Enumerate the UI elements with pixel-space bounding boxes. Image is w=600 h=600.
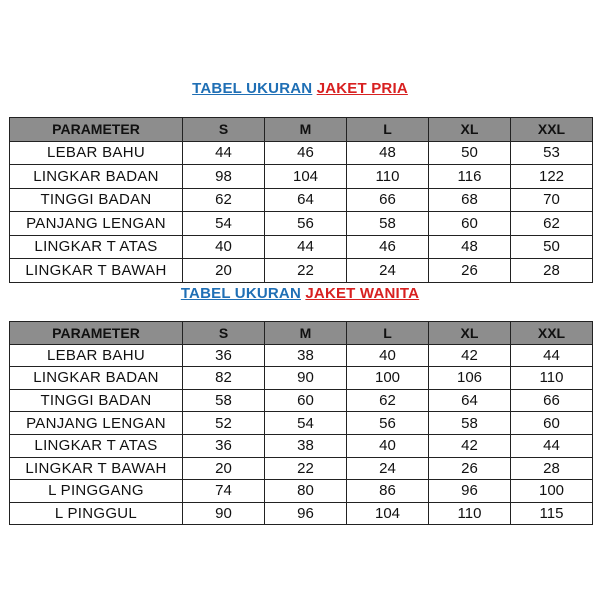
size-value-cell: 50 bbox=[429, 141, 511, 165]
size-value-cell: 62 bbox=[347, 389, 429, 412]
size-value-cell: 122 bbox=[511, 165, 593, 189]
table-row bbox=[10, 457, 593, 480]
size-value-cell: 46 bbox=[265, 141, 347, 165]
size-value-cell: 100 bbox=[347, 367, 429, 390]
size-value-cell: 62 bbox=[511, 212, 593, 236]
parameter-cell: L PINGGANG bbox=[10, 480, 183, 503]
size-value-cell: 96 bbox=[265, 502, 347, 525]
size-value-cell: 66 bbox=[511, 389, 593, 412]
size-value-cell: 96 bbox=[429, 480, 511, 503]
parameter-cell: LEBAR BAHU bbox=[10, 141, 183, 165]
size-value-cell: 60 bbox=[511, 412, 593, 435]
size-value-cell: 58 bbox=[429, 412, 511, 435]
header-size-s: S bbox=[183, 118, 265, 142]
size-value-cell: 100 bbox=[511, 480, 593, 503]
size-value-cell: 52 bbox=[183, 412, 265, 435]
size-value-cell: 80 bbox=[265, 480, 347, 503]
size-value-cell: 116 bbox=[429, 165, 511, 189]
size-value-cell: 42 bbox=[429, 434, 511, 457]
size-value-cell: 50 bbox=[511, 235, 593, 259]
parameter-cell: PANJANG LENGAN bbox=[10, 412, 183, 435]
size-value-cell: 53 bbox=[511, 141, 593, 165]
pria-title-prefix: TABEL UKURAN bbox=[192, 80, 313, 97]
size-value-cell: 28 bbox=[511, 457, 593, 480]
size-value-cell: 36 bbox=[183, 344, 265, 367]
parameter-cell: TINGGI BADAN bbox=[10, 188, 183, 212]
size-value-cell: 104 bbox=[265, 165, 347, 189]
table-row bbox=[10, 367, 593, 390]
size-value-cell: 28 bbox=[511, 259, 593, 283]
size-value-cell: 44 bbox=[511, 434, 593, 457]
table-row bbox=[10, 188, 593, 212]
size-value-cell: 20 bbox=[183, 259, 265, 283]
table-row bbox=[10, 389, 593, 412]
size-value-cell: 104 bbox=[347, 502, 429, 525]
parameter-cell: L PINGGUL bbox=[10, 502, 183, 525]
size-value-cell: 40 bbox=[183, 235, 265, 259]
table-row bbox=[10, 235, 593, 259]
size-value-cell: 98 bbox=[183, 165, 265, 189]
size-value-cell: 115 bbox=[511, 502, 593, 525]
table-header-row bbox=[10, 118, 593, 142]
header-size-m: M bbox=[265, 118, 347, 142]
header-size-xxl: XXL bbox=[511, 118, 593, 142]
size-value-cell: 86 bbox=[347, 480, 429, 503]
wanita-table-title bbox=[0, 285, 600, 302]
size-value-cell: 70 bbox=[511, 188, 593, 212]
table-row bbox=[10, 502, 593, 525]
parameter-cell: LINGKAR BADAN bbox=[10, 367, 183, 390]
size-value-cell: 68 bbox=[429, 188, 511, 212]
size-value-cell: 66 bbox=[347, 188, 429, 212]
table-row bbox=[10, 212, 593, 236]
parameter-cell: LINGKAR T BAWAH bbox=[10, 457, 183, 480]
table-row bbox=[10, 165, 593, 189]
size-value-cell: 64 bbox=[265, 188, 347, 212]
size-value-cell: 58 bbox=[183, 389, 265, 412]
table-row bbox=[10, 259, 593, 283]
header-parameter: PARAMETER bbox=[10, 322, 183, 345]
wanita-title-prefix: TABEL UKURAN bbox=[180, 285, 301, 302]
size-value-cell: 44 bbox=[511, 344, 593, 367]
size-value-cell: 110 bbox=[429, 502, 511, 525]
table-row bbox=[10, 344, 593, 367]
size-value-cell: 54 bbox=[183, 212, 265, 236]
size-value-cell: 82 bbox=[183, 367, 265, 390]
size-value-cell: 60 bbox=[429, 212, 511, 236]
size-value-cell: 46 bbox=[347, 235, 429, 259]
size-value-cell: 90 bbox=[265, 367, 347, 390]
size-value-cell: 24 bbox=[347, 457, 429, 480]
size-value-cell: 110 bbox=[511, 367, 593, 390]
size-value-cell: 22 bbox=[265, 457, 347, 480]
table-header-row bbox=[10, 322, 593, 345]
table-row bbox=[10, 141, 593, 165]
size-value-cell: 40 bbox=[347, 434, 429, 457]
size-value-cell: 58 bbox=[347, 212, 429, 236]
header-size-l: L bbox=[347, 118, 429, 142]
parameter-cell: TINGGI BADAN bbox=[10, 389, 183, 412]
size-value-cell: 24 bbox=[347, 259, 429, 283]
size-value-cell: 54 bbox=[265, 412, 347, 435]
parameter-cell: LINGKAR BADAN bbox=[10, 165, 183, 189]
size-value-cell: 38 bbox=[265, 344, 347, 367]
wanita-title-name: JAKET WANITA bbox=[305, 285, 420, 302]
pria-table-title bbox=[0, 80, 600, 97]
pria-title-name: JAKET PRIA bbox=[316, 80, 408, 97]
header-parameter: PARAMETER bbox=[10, 118, 183, 142]
size-value-cell: 90 bbox=[183, 502, 265, 525]
size-value-cell: 20 bbox=[183, 457, 265, 480]
parameter-cell: LINGKAR T ATAS bbox=[10, 235, 183, 259]
wanita-size-table bbox=[9, 321, 593, 525]
parameter-cell: PANJANG LENGAN bbox=[10, 212, 183, 236]
table-row bbox=[10, 412, 593, 435]
size-value-cell: 38 bbox=[265, 434, 347, 457]
size-value-cell: 64 bbox=[429, 389, 511, 412]
size-value-cell: 48 bbox=[347, 141, 429, 165]
header-size-s: S bbox=[183, 322, 265, 345]
size-value-cell: 106 bbox=[429, 367, 511, 390]
size-value-cell: 44 bbox=[183, 141, 265, 165]
size-value-cell: 40 bbox=[347, 344, 429, 367]
header-size-xl: XL bbox=[429, 118, 511, 142]
size-value-cell: 36 bbox=[183, 434, 265, 457]
size-value-cell: 48 bbox=[429, 235, 511, 259]
size-value-cell: 26 bbox=[429, 457, 511, 480]
size-value-cell: 56 bbox=[347, 412, 429, 435]
size-value-cell: 74 bbox=[183, 480, 265, 503]
header-size-xxl: XXL bbox=[511, 322, 593, 345]
pria-size-table bbox=[9, 117, 593, 283]
size-value-cell: 62 bbox=[183, 188, 265, 212]
table-row bbox=[10, 480, 593, 503]
size-value-cell: 56 bbox=[265, 212, 347, 236]
parameter-cell: LINGKAR T ATAS bbox=[10, 434, 183, 457]
size-value-cell: 110 bbox=[347, 165, 429, 189]
size-value-cell: 42 bbox=[429, 344, 511, 367]
size-value-cell: 60 bbox=[265, 389, 347, 412]
header-size-l: L bbox=[347, 322, 429, 345]
size-value-cell: 22 bbox=[265, 259, 347, 283]
header-size-m: M bbox=[265, 322, 347, 345]
table-row bbox=[10, 434, 593, 457]
parameter-cell: LINGKAR T BAWAH bbox=[10, 259, 183, 283]
size-value-cell: 44 bbox=[265, 235, 347, 259]
header-size-xl: XL bbox=[429, 322, 511, 345]
size-value-cell: 26 bbox=[429, 259, 511, 283]
parameter-cell: LEBAR BAHU bbox=[10, 344, 183, 367]
